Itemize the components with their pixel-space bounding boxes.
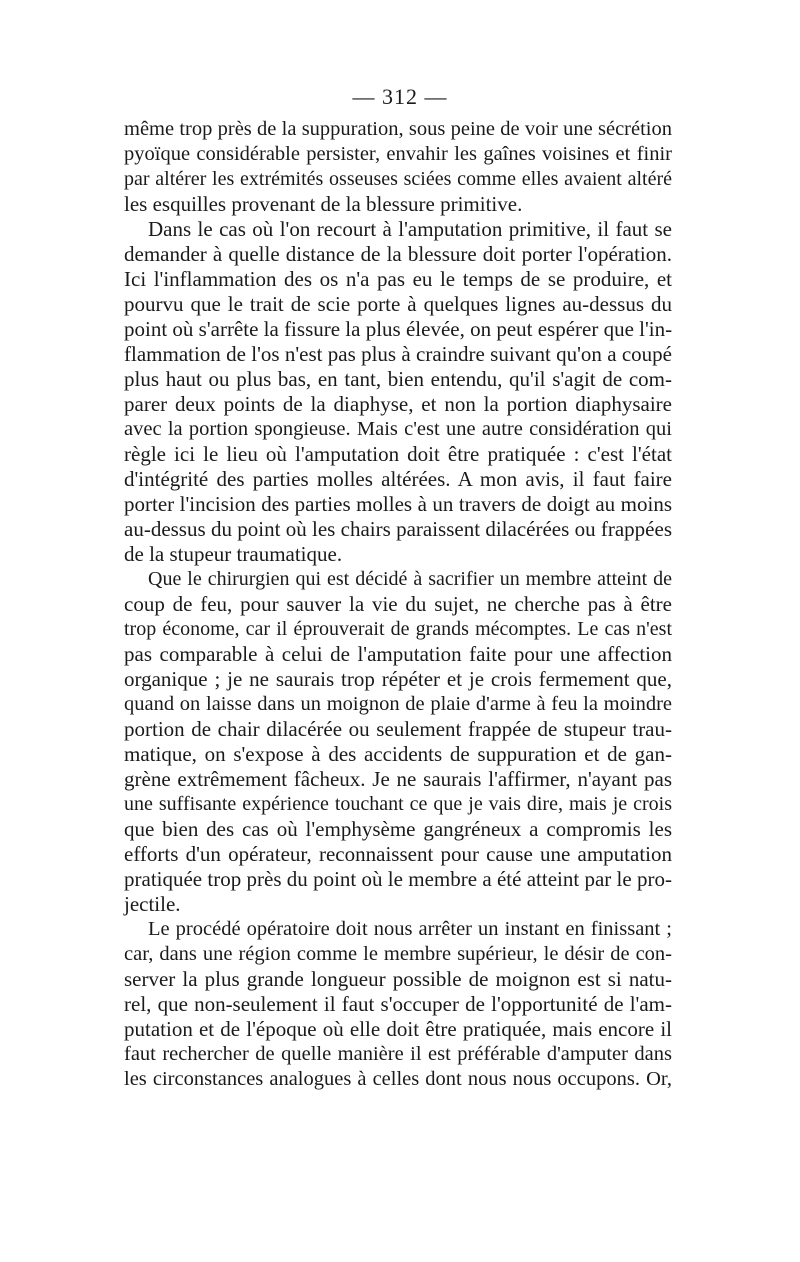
text-line: trop économe, car il éprouverait de grands mécomptes. Le cas n'est	[124, 618, 672, 640]
text-line: quand on laisse dans un moignon de plaie d'arme à feu la moindre	[124, 693, 672, 715]
text-line: les circonstances analogues à celles dont nous nous occupons. Or,	[124, 1068, 672, 1090]
text-line: plus haut ou plus bas, en tant, bien entendu, qu'il s'agit de com-	[124, 367, 672, 391]
paragraph	[124, 217, 672, 567]
text-line: Dans le cas où l'on recourt à l'amputation primitive, il faut se	[148, 217, 672, 241]
text-line: règle ici le lieu où l'amputation doit être pratiquée : c'est l'état	[124, 442, 672, 466]
text-line: rel, que non-seulement il faut s'occuper de l'opportunité de l'am-	[124, 992, 672, 1016]
text-line: même trop près de la suppuration, sous peine de voir une sécrétion	[124, 118, 672, 140]
text-line: demander à quelle distance de la blessure doit porter l'opération.	[124, 242, 672, 266]
text-line: pas comparable à celui de l'amputation faite pour une affection	[124, 642, 672, 666]
text-line: grène extrêmement fâcheux. Je ne saurais l'affirmer, n'ayant pas	[124, 767, 672, 791]
text-line: une suffisante expérience touchant ce que je vais dire, mais je crois	[124, 793, 672, 815]
text-line: faut rechercher de quelle manière il est préférable d'amputer dans	[124, 1043, 672, 1065]
text-line: portion de chair dilacérée ou seulement frappée de stupeur trau-	[124, 717, 672, 741]
text-line: coup de feu, pour sauver la vie du sujet, ne cherche pas à être	[124, 592, 672, 616]
text-line: organique ; je ne saurais trop répéter et je crois fermement que,	[124, 667, 672, 691]
text-line: server la plus grande longueur possible de moignon est si natu-	[124, 967, 672, 991]
text-line: Ici l'inflammation des os n'a pas eu le temps de se produire, et	[124, 267, 672, 291]
text-line: avec la portion spongieuse. Mais c'est une autre considération qui	[124, 418, 672, 440]
text-line: car, dans une région comme le membre supérieur, le désir de con-	[124, 943, 672, 965]
paragraph	[124, 567, 672, 917]
text-line: que bien des cas où l'emphysème gangréneux a compromis les	[124, 817, 672, 841]
paragraph	[124, 917, 672, 1092]
text-line: les esquilles provenant de la blessure primitive.	[124, 192, 523, 216]
text-line: par altérer les extrémités osseuses sciées comme elles avaient altéré	[124, 168, 672, 190]
text-line: Que le chirurgien qui est décidé à sacrifier un membre atteint de	[148, 568, 672, 590]
text-line: au-dessus du point où les chairs paraissent dilacérées ou frappées	[124, 517, 672, 541]
paragraph	[124, 117, 672, 217]
text-line: de la stupeur traumatique.	[124, 542, 343, 566]
text-line: matique, on s'expose à des accidents de suppuration et de gan-	[124, 742, 672, 766]
text-line: jectile.	[124, 892, 181, 916]
body-text	[124, 117, 672, 1092]
text-line: pyoïque considérable persister, envahir les gaînes voisines et finir	[124, 143, 672, 165]
text-line: pratiquée trop près du point où le membre a été atteint par le pro-	[124, 867, 672, 891]
text-line: parer deux points de la diaphyse, et non la portion diaphysaire	[124, 392, 672, 416]
text-line: Le procédé opératoire doit nous arrêter un instant en finissant ;	[148, 918, 672, 940]
page-number: — 312 —	[352, 84, 448, 109]
text-line: efforts d'un opérateur, reconnaissent pour cause une amputation	[124, 842, 672, 866]
text-line: d'intégrité des parties molles altérées. A mon avis, il faut faire	[124, 467, 672, 491]
text-line: flammation de l'os n'est pas plus à craindre suivant qu'on a coupé	[124, 342, 672, 366]
text-line: pourvu que le trait de scie porte à quelques lignes au-dessus du	[124, 292, 672, 316]
text-line: putation et de l'époque où elle doit être pratiquée, mais encore il	[124, 1017, 672, 1041]
text-line: point où s'arrête la fissure la plus élevée, on peut espérer que l'in-	[124, 317, 673, 341]
text-line: porter l'incision des parties molles à un travers de doigt au moins	[124, 492, 672, 516]
